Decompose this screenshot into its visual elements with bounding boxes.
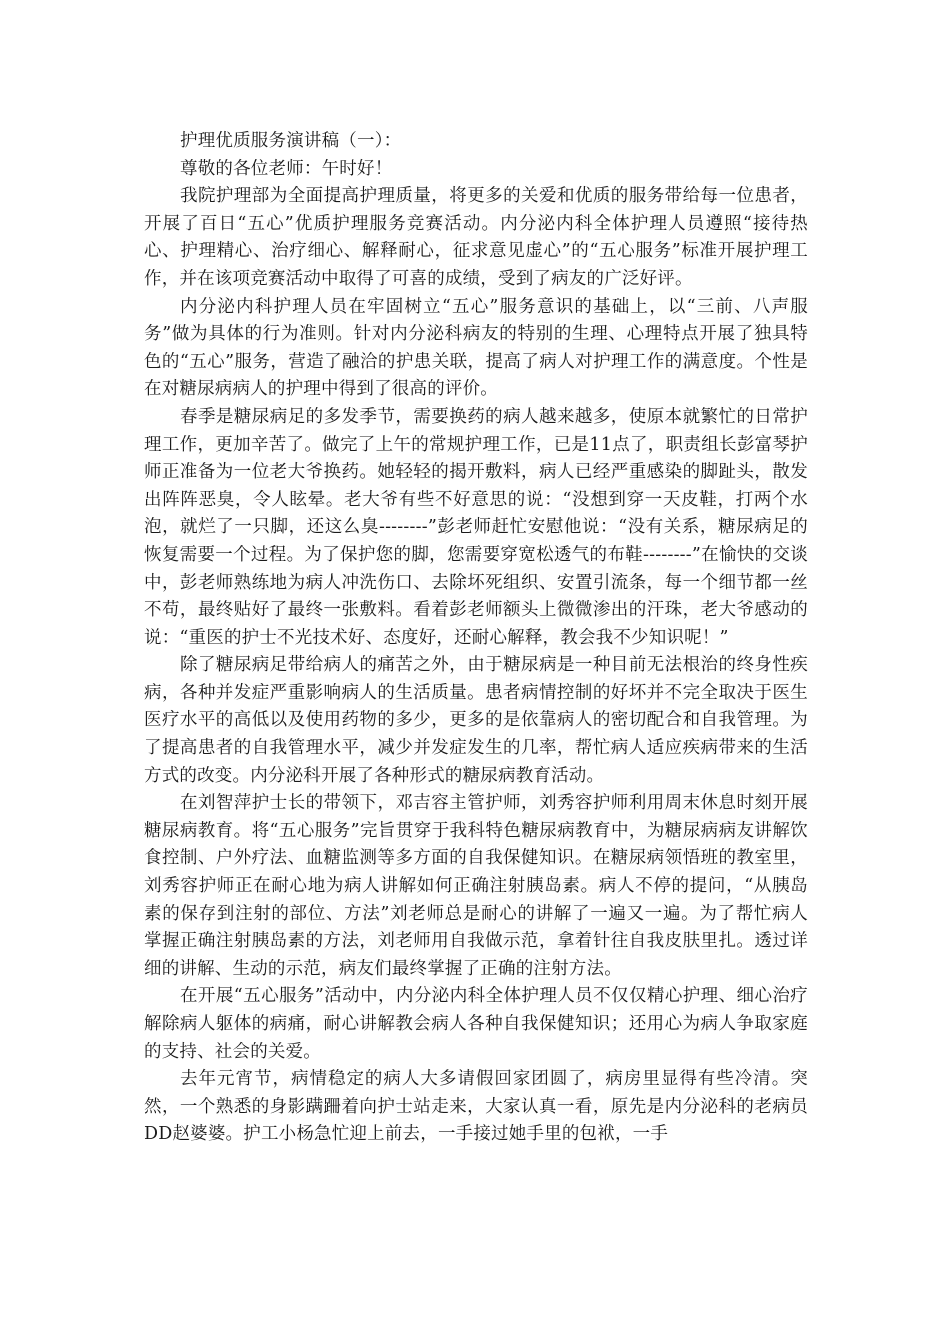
paragraph-2: 内分泌内科护理人员在牢固树立“五心”服务意识的基础上，以“三前、八声服务”做为具体的行为准则。针对内分泌科病友的特别的生理、心理特点开展了独具特色的“五心”服务，营造了融洽的护患关联，提高了病人对护理工作的满意度。个性是在对糖尿病病人的护理中得到了很高的评价。: [144, 296, 808, 400]
greeting-line: 尊敬的各位老师：午时好！: [180, 158, 393, 179]
document-title: 护理优质服务演讲稿（一）：: [180, 131, 402, 151]
document-body: [144, 128, 808, 1149]
paragraph-3: 春季是糖尿病足的多发季节，需要换药的病人越来越多，使原本就繁忙的日常护理工作，更加辛苦了。做完了上午的常规护理工作，已是11点了，职责组长彭富琴护师正准备为一位老大爷换药。她轻轻的揭开敷料，病人已经严重感染的脚趾头，散发出阵阵恶臭，令人眩晕。老大爷有些不好意思的说：“没想到穿一天皮鞋，打两个水泡，就烂了一只脚，还这么臭--------”彭老师赶忙安慰他说：“没有关系，糖尿病足的恢复需要一个过程。为了保护您的脚，您需要穿宽松透气的布鞋--------”在愉快的交谈中，彭老师熟练地为病人冲洗伤口、去除坏死组织、安置引流条，每一个细节都一丝不苟，最终贴好了最终一张敷料。看着彭老师额头上微微渗出的汗珠，老大爷感动的说：“重医的护士不光技术好、态度好，还耐心解释，教会我不少知识呢！”: [144, 406, 808, 648]
paragraph-7: 去年元宵节，病情稳定的病人大多请假回家团圆了，病房里显得有些冷清。突然，一个熟悉的身影蹒跚着向护士站走来，大家认真一看，原先是内分泌科的老病员DD赵婆婆。护工小杨急忙迎上前去，一手接过她手里的包袱，一手: [144, 1069, 808, 1145]
paragraph-6: 在开展“五心服务”活动中，内分泌内科全体护理人员不仅仅精心护理、细心治疗解除病人躯体的病痛，耐心讲解教会病人各种自我保健知识；还用心为病人争取家庭的支持、社会的关爱。: [144, 986, 808, 1062]
paragraph-4: 除了糖尿病足带给病人的痛苦之外，由于糖尿病是一种目前无法根治的终身性疾病，各种并发症严重影响病人的生活质量。患者病情控制的好坏并不完全取决于医生医疗水平的高低以及使用药物的多少，更多的是依靠病人的密切配合和自我管理。为了提高患者的自我管理水平，减少并发症发生的几率，帮忙病人适应疾病带来的生活方式的改变。内分泌科开展了各种形式的糖尿病教育活动。: [144, 655, 808, 786]
paragraph-5: 在刘智萍护士长的带领下，邓吉容主管护师，刘秀容护师利用周末休息时刻开展糖尿病教育。将“五心服务”完旨贯穿于我科特色糖尿病教育中，为糖尿病病友讲解饮食控制、户外疗法、血糖监测等多方面的自我保健知识。在糖尿病领悟班的教室里，刘秀容护师正在耐心地为病人讲解如何正确注射胰岛素。病人不停的提问，“从胰岛素的保存到注射的部位、方法”刘老师总是耐心的讲解了一遍又一遍。为了帮忙病人掌握正确注射胰岛素的方法，刘老师用自我做示范，拿着针往自我皮肤里扎。透过详细的讲解、生动的示范，病友们最终掌握了正确的注射方法。: [144, 793, 808, 979]
paragraph-1: 我院护理部为全面提高护理质量，将更多的关爱和优质的服务带给每一位患者，开展了百日“五心”优质护理服务竞赛活动。内分泌内科全体护理人员遵照“接待热心、护理精心、治疗细心、解释耐心，征求意见虚心”的“五心服务”标准开展护理工作，并在该项竞赛活动中取得了可喜的成绩，受到了病友的广泛好评。: [144, 186, 808, 289]
